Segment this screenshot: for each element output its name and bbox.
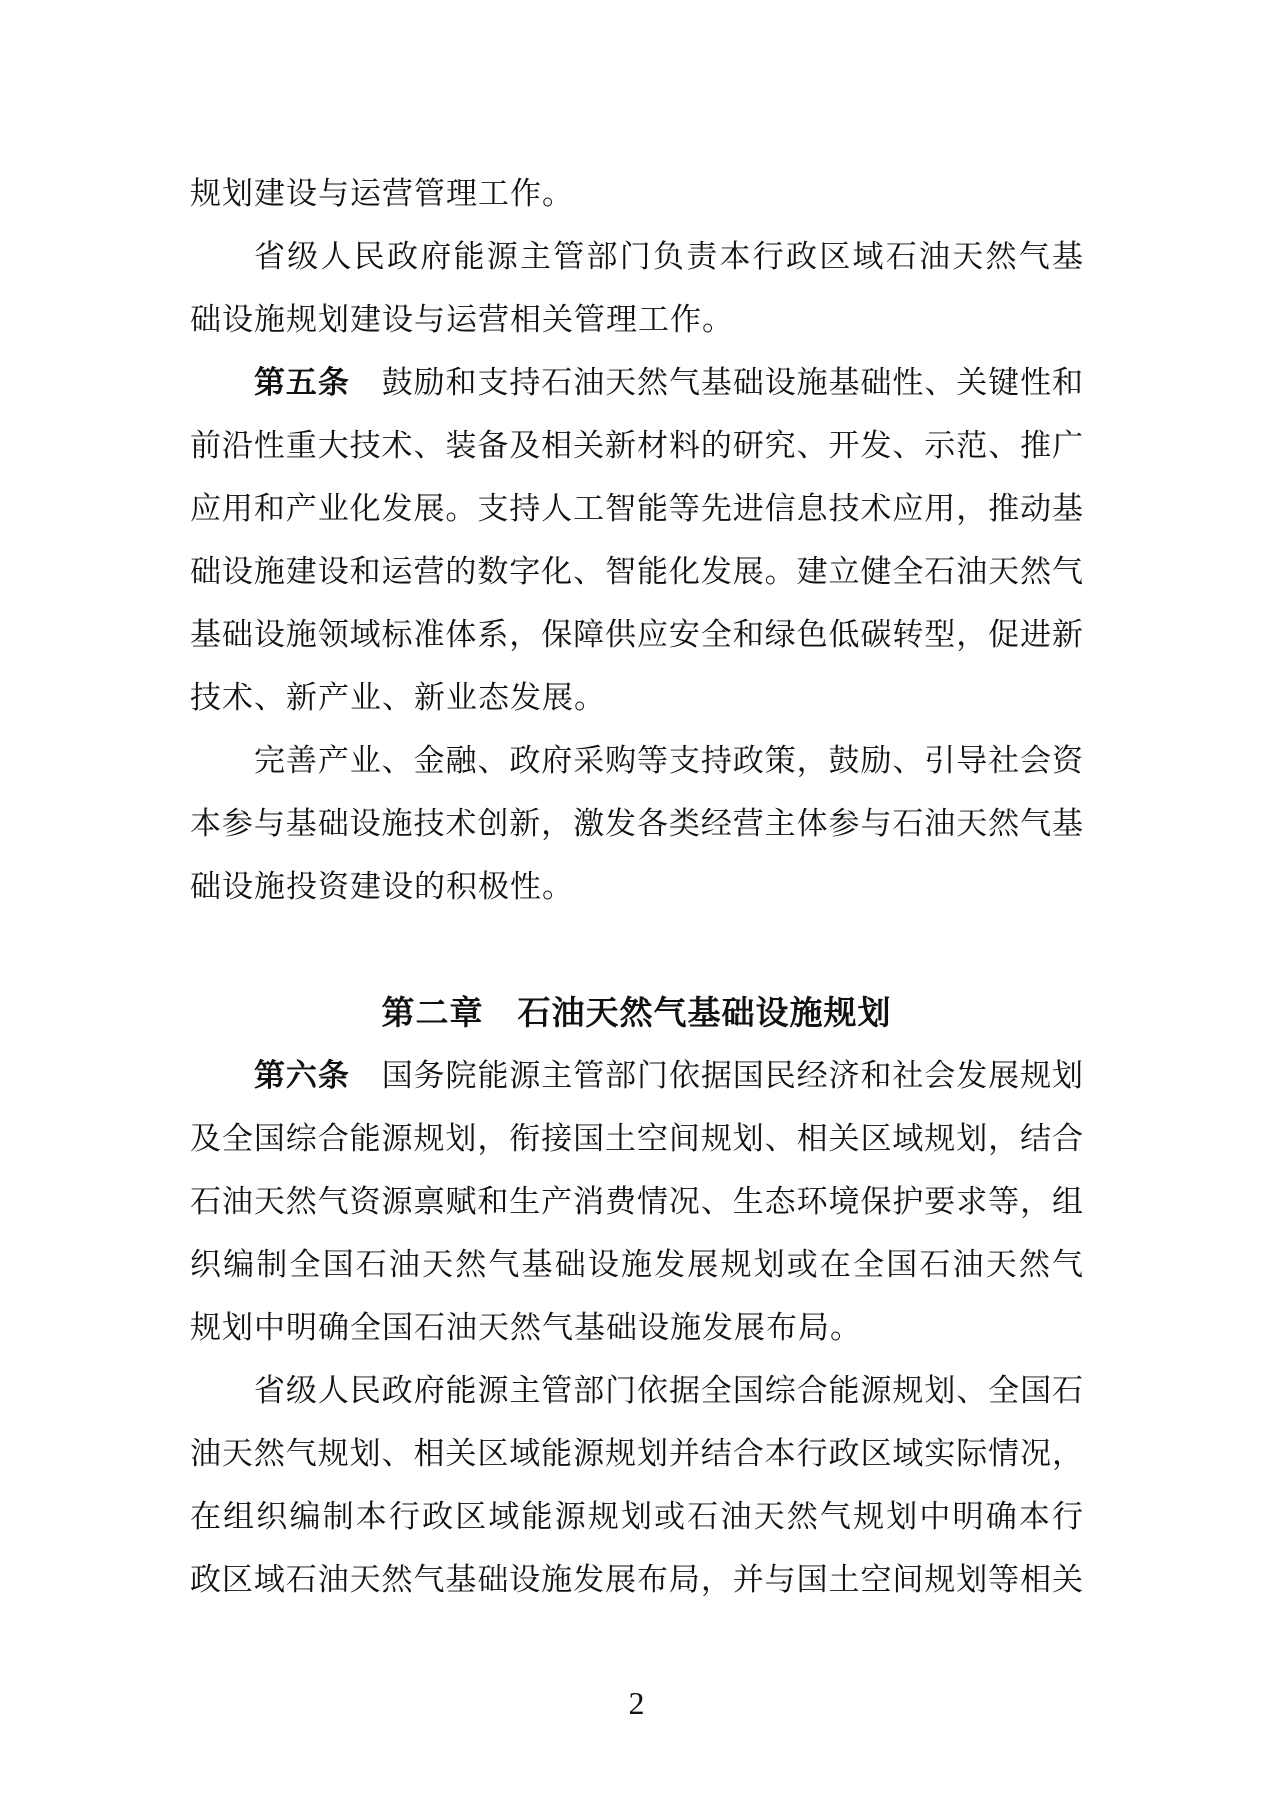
article-label: 第六条 <box>254 1058 350 1093</box>
text-line: 本参与基础设施技术创新，激发各类经营主体参与石油天然气基 <box>190 806 1083 841</box>
text-line: 完善产业、金融、政府采购等支持政策，鼓励、引导社会资 <box>254 743 1083 778</box>
text-line: 前沿性重大技术、装备及相关新材料的研究、开发、示范、推广 <box>190 428 1083 463</box>
text-line: 技术、新产业、新业态发展。 <box>190 680 606 715</box>
text-line: 油天然气规划、相关区域能源规划并结合本行政区域实际情况， <box>190 1436 1083 1471</box>
text-line: 石油天然气资源禀赋和生产消费情况、生态环境保护要求等，组 <box>190 1184 1083 1219</box>
page-number: 2 <box>628 1685 645 1721</box>
blank-line <box>190 918 1083 981</box>
article-label: 第五条 <box>254 365 350 400</box>
text-line: 第五条 鼓励和支持石油天然气基础设施基础性、关键性和 <box>254 365 1084 400</box>
text-line: 第六条 国务院能源主管部门依据国民经济和社会发展规划 <box>254 1058 1084 1093</box>
text-line: 省级人民政府能源主管部门负责本行政区域石油天然气基 <box>254 239 1083 274</box>
text-line: 织编制全国石油天然气基础设施发展规划或在全国石油天然气 <box>190 1247 1083 1282</box>
text-line: 础设施建设和运营的数字化、智能化发展。建立健全石油天然气 <box>190 554 1083 589</box>
chapter-heading <box>190 981 1083 1044</box>
text-line: 基础设施领域标准体系，保障供应安全和绿色低碳转型，促进新 <box>190 617 1083 652</box>
text-line: 政区域石油天然气基础设施发展布局，并与国土空间规划等相关 <box>190 1562 1083 1597</box>
text-line: 应用和产业化发展。支持人工智能等先进信息技术应用，推动基 <box>190 491 1083 526</box>
text-line: 础设施规划建设与运营相关管理工作。 <box>190 302 734 337</box>
text-line: 规划建设与运营管理工作。 <box>190 176 574 211</box>
text-line: 在组织编制本行政区域能源规划或石油天然气规划中明确本行 <box>190 1499 1083 1534</box>
text-line: 规划中明确全国石油天然气基础设施发展布局。 <box>190 1310 862 1345</box>
text-line: 础设施投资建设的积极性。 <box>190 869 574 904</box>
chapter-label: 第二章 <box>381 994 484 1031</box>
text-line: 省级人民政府能源主管部门依据全国综合能源规划、全国石 <box>254 1373 1083 1408</box>
chapter-title: 石油天然气基础设施规划 <box>517 994 892 1031</box>
document-text <box>190 162 1083 1611</box>
text-line: 及全国综合能源规划，衔接国土空间规划、相关区域规划，结合 <box>190 1121 1083 1156</box>
